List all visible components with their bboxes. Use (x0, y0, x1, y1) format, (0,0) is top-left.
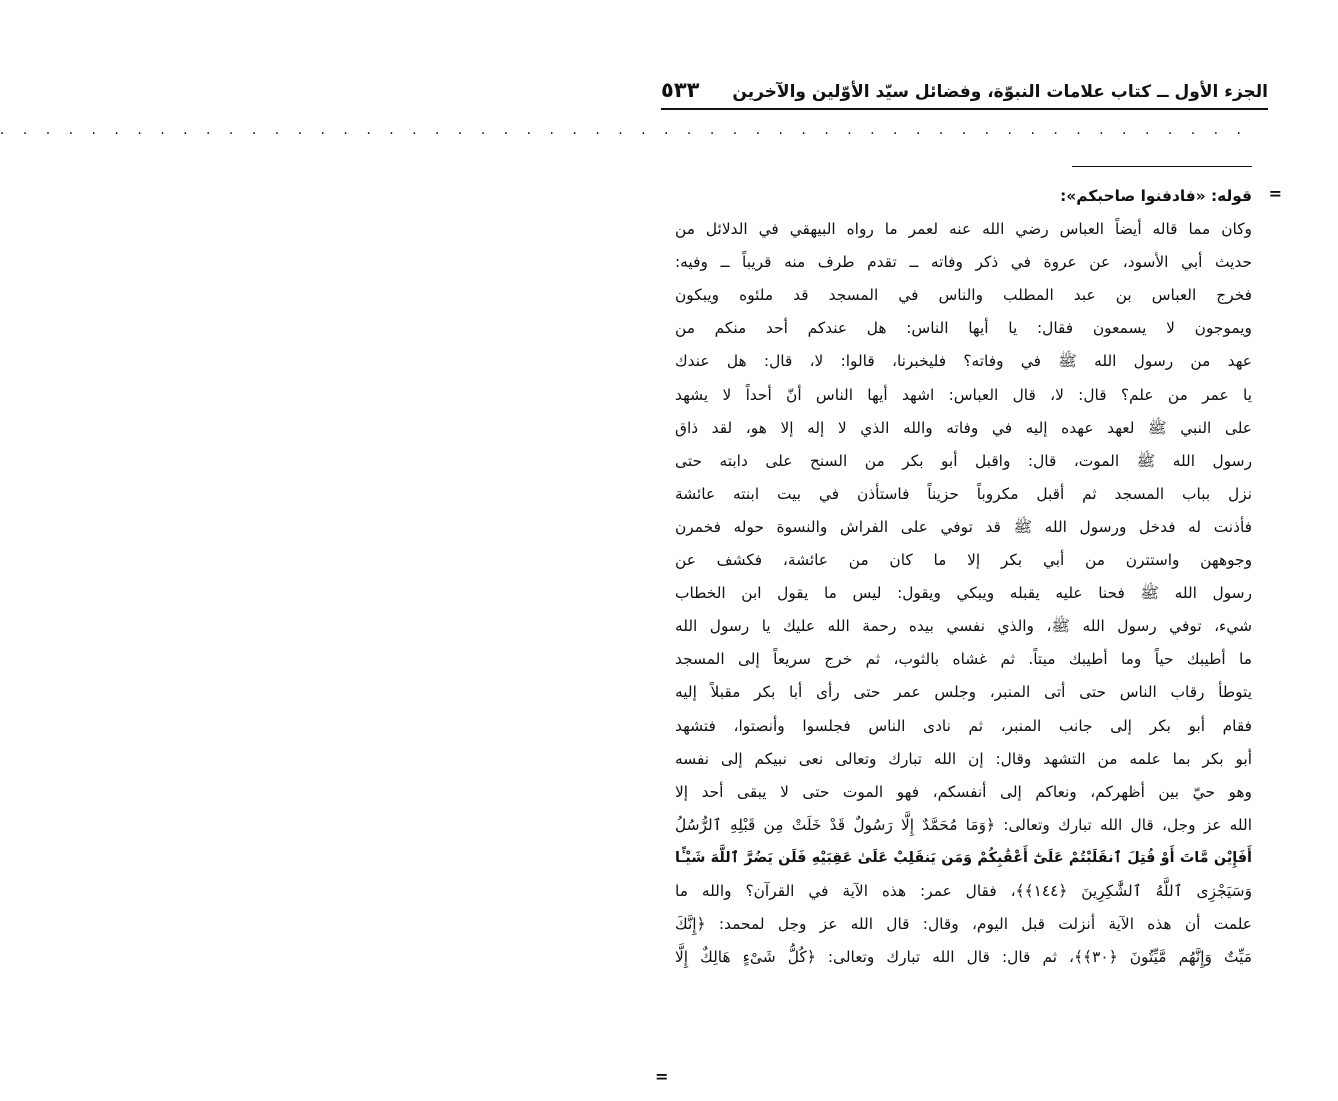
text-line: نزل بباب المسجد ثم أقبل مكروباً حزيناً فاستأذن في بيت ابنته عائشة (675, 484, 1252, 503)
page-number: ٥٣٣ (661, 78, 700, 102)
text-line: رسول الله ﷺ فحنا عليه يقبله ويبكي ويقول: ليس ما يقول ابن الخطاب (675, 584, 1252, 603)
text-line: على النبي ﷺ لعهد عهده إليه في وفاته والله الذي لا إله إلا هو، لقد ذاق (675, 418, 1252, 437)
text-line: فأذنت له فدخل ورسول الله ﷺ قد توفي على الفراش والنسوة حوله فخمرن (675, 517, 1252, 536)
text-line: حديث أبي الأسود، عن عروة في ذكر وفاته ــ تقدم طرف منه قريباً ــ وفيه: (675, 253, 1252, 272)
text-line: وكان مما قاله أيضاً العباس رضي الله عنه لعمر ما رواه البيهقي في الدلائل من (675, 220, 1252, 239)
continuation-mark-bottom: = (655, 1067, 669, 1086)
dotted-separator: . . . . . . . . . . . . . . . . . . . . . . . . . . . . . . . . . . . . . . . . . . . . . . . . . . . . . . . (0, 122, 1248, 138)
commentary-body (675, 180, 1252, 974)
text-line: أبو بكر بما علمه من التشهد وقال: إن الله تبارك وتعالى نعى نبيكم إلى نفسه (675, 749, 1252, 768)
text-line: فقام أبو بكر إلى جانب المنبر، ثم نادى الناس فجلسوا وأنصتوا، فتشهد (675, 716, 1252, 735)
text-line: عهد من رسول الله ﷺ في وفاته؟ فليخبرنا، قالوا: لا، قال: هل عندك (675, 352, 1252, 371)
text-line: وهو حيّ بين أظهركم، ونعاكم إلى أنفسكم، فهو الموت حتى لا يبقى أحد إلا (675, 782, 1252, 801)
text-line: مَيِّتٌ وَإِنَّهُم مَّيِّتُونَ ﴿٣٠﴾﴾، ثم قال: قال الله تبارك وتعالى: ﴿كُلُّ شَىْءٍ هَالِكٌ إِلَّا (675, 948, 1253, 967)
section-heading: قوله: «فادفنوا صاحبكم»: (1060, 187, 1252, 205)
quran-verse-line: أَفَإِيْن مَّاتَ أَوْ قُتِلَ ٱنقَلَبْتُمْ عَلَىٰٓ أَعْقَٰبِكُمْ وَمَن يَنقَلِبْ عَلَىٰ عَقِبَيْهِ فَلَن يَضُرَّ ٱللَّهَ شَيْـًٔا (675, 849, 1252, 866)
text-line: ويموجون لا يسمعون فقال: يا أيها الناس: هل عندكم أحد منكم من (675, 319, 1252, 338)
text-line: فخرج العباس بن عبد المطلب والناس في المسجد قد ملئوه ويبكون (675, 286, 1252, 305)
header-title: الجزء الأول ــ كتاب علامات النبوّة، وفضائل سيّد الأوّلين والآخرين (732, 82, 1268, 102)
text-line: وجوههن واستترن من أبي بكر إلا ما كان من عائشة، فكشف عن (675, 551, 1252, 570)
text-line: الله عز وجل، قال الله تبارك وتعالى: ﴿وَمَا مُحَمَّدٌ إِلَّا رَسُولٌ قَدْ خَلَتْ مِن قَبْلِهِ ٱلرُّسُلُ (675, 815, 1252, 834)
text-line: علمت أن هذه الآية أنزلت قبل اليوم، وقال: قال الله عز وجل لمحمد: ﴿إِنَّكَ (675, 915, 1252, 934)
text-line: رسول الله ﷺ الموت، قال: واقبل أبو بكر من السنح على دابته حتى (675, 451, 1252, 470)
text-line: شيء، توفي رسول الله ﷺ، والذي نفسي بيده رحمة الله عليك يا رسول الله (675, 617, 1252, 636)
footnote-divider (1072, 166, 1252, 167)
text-line: وَسَيَجْزِى ٱللَّهُ ٱلشَّٰكِرِينَ ﴿١٤٤﴾﴾، فقال عمر: هذه الآية في القرآن؟ والله ما (675, 881, 1252, 900)
text-line: ما أطيبك حياً وما أطيبك ميتاً. ثم غشاه بالثوب، ثم خرج سريعاً إلى المسجد (675, 650, 1252, 669)
text-line: يتوطأ رقاب الناس حتى أتى المنبر، وجلس عمر حتى رأى أبا بكر مقبلاً إليه (675, 683, 1252, 702)
text-line: يا عمر من علم؟ قال: لا، قال العباس: اشهد أيها الناس أنّ أحداً لا يشهد (675, 385, 1252, 404)
running-header (661, 62, 1268, 110)
continuation-mark-top: = (1268, 184, 1282, 203)
